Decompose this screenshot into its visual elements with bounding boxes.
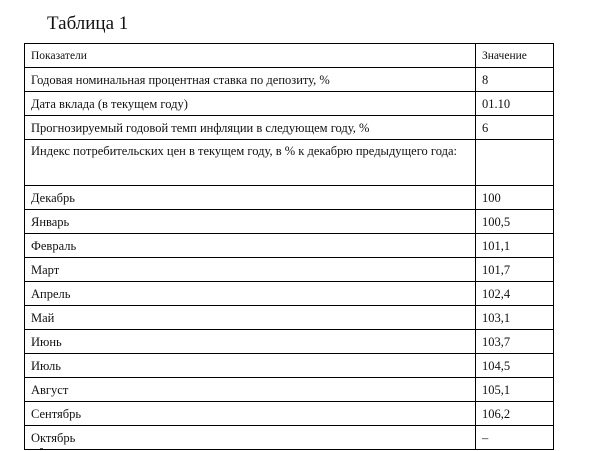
row-value: 101,1 bbox=[476, 234, 554, 258]
row-value: 6 bbox=[476, 116, 554, 140]
row-label: Июль bbox=[25, 354, 476, 378]
row-value: 105,1 bbox=[476, 378, 554, 402]
row-label: Сентябрь bbox=[25, 402, 476, 426]
table-row bbox=[25, 282, 554, 306]
row-value bbox=[476, 140, 554, 186]
row-value: 103,7 bbox=[476, 330, 554, 354]
table-row bbox=[25, 426, 554, 450]
row-label: Февраль bbox=[25, 234, 476, 258]
row-label: Январь bbox=[25, 210, 476, 234]
data-table bbox=[24, 43, 554, 450]
header-value: Значение bbox=[476, 44, 554, 68]
table-row bbox=[25, 354, 554, 378]
table-row bbox=[25, 258, 554, 282]
row-label: Июнь bbox=[25, 330, 476, 354]
row-value: 104,5 bbox=[476, 354, 554, 378]
row-label: Март bbox=[25, 258, 476, 282]
row-label: Индекс потребительских цен в текущем году, в % к декабрю предыдущего года: bbox=[25, 140, 476, 186]
row-label: Октябрь bbox=[25, 426, 476, 450]
table-row bbox=[25, 330, 554, 354]
table-row bbox=[25, 234, 554, 258]
table-row bbox=[25, 92, 554, 116]
row-value: 101,7 bbox=[476, 258, 554, 282]
header-indicators: Показатели bbox=[25, 44, 476, 68]
row-label: Дата вклада (в текущем году) bbox=[25, 92, 476, 116]
table-row bbox=[25, 116, 554, 140]
row-label: Годовая номинальная процентная ставка по депозиту, % bbox=[25, 68, 476, 92]
row-value: 01.10 bbox=[476, 92, 554, 116]
row-label: Апрель bbox=[25, 282, 476, 306]
table-row bbox=[25, 140, 554, 186]
row-label: Декабрь bbox=[25, 186, 476, 210]
table-row bbox=[25, 210, 554, 234]
row-value: 100 bbox=[476, 186, 554, 210]
table-row bbox=[25, 68, 554, 92]
table-caption: Таблица 1 bbox=[47, 13, 129, 34]
table-row bbox=[25, 306, 554, 330]
row-value: 102,4 bbox=[476, 282, 554, 306]
row-value: – bbox=[476, 426, 554, 450]
page-mark bbox=[40, 448, 43, 449]
row-value: 100,5 bbox=[476, 210, 554, 234]
table-header-row bbox=[25, 44, 554, 68]
table-row bbox=[25, 378, 554, 402]
row-value: 103,1 bbox=[476, 306, 554, 330]
table-row bbox=[25, 186, 554, 210]
row-label: Август bbox=[25, 378, 476, 402]
row-label: Май bbox=[25, 306, 476, 330]
row-value: 8 bbox=[476, 68, 554, 92]
row-label: Прогнозируемый годовой темп инфляции в следующем году, % bbox=[25, 116, 476, 140]
table-row bbox=[25, 402, 554, 426]
row-value: 106,2 bbox=[476, 402, 554, 426]
